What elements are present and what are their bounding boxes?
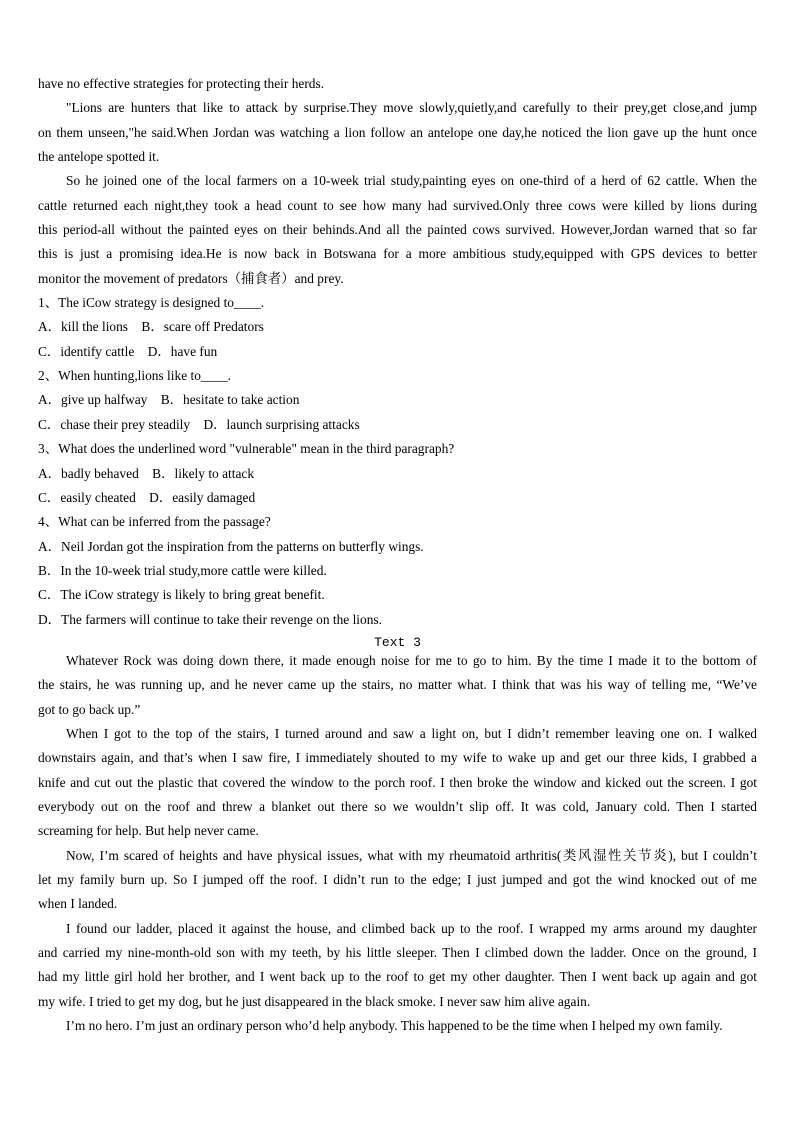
text-line: screaming for help. But help never came.	[38, 823, 259, 839]
text-line: When I got to the top of the stairs, I turned around and saw a light on, but I didn’t remember leaving one on. I walked	[66, 725, 757, 741]
answer-options: A．Neil Jordan got the inspiration from the patterns on butterfly wings.	[38, 538, 424, 554]
document-page	[38, 74, 757, 1040]
question-stem: 2、When hunting,lions like to____.	[38, 368, 232, 384]
text-line: I found our ladder, placed it against the house, and climbed back up to the roof. I wrapped my arms around my daughter	[66, 920, 757, 936]
answer-options: A．kill the lions B．scare off Predators	[38, 319, 264, 335]
text-line: the antelope spotted it.	[38, 149, 160, 165]
text-line: this period-all without the painted eyes on their behinds.And all the painted cows survived. However,Jordan warned that so far	[38, 222, 757, 238]
text-line: So he joined one of the local farmers on a 10-week trial study,painting eyes on one-third of a herd of 62 cattle. When the	[66, 173, 757, 189]
question	[38, 293, 757, 366]
answer-options: C．The iCow strategy is likely to bring great benefit.	[38, 587, 325, 603]
paragraph	[38, 171, 757, 293]
text-line: downstairs again, and that’s when I saw fire, I immediately shouted to my wife to wake up and get our three kids, I grabbed a	[38, 750, 757, 766]
passage-text3	[38, 651, 757, 1041]
paragraph	[38, 846, 757, 919]
text-line: Now, I’m scared of heights and have physical issues, what with my rheumatoid arthritis(类风湿性关节炎), but I couldn’t	[66, 847, 757, 863]
question-stem: 4、What can be inferred from the passage?	[38, 514, 271, 530]
question	[38, 366, 757, 439]
answer-options: D．The farmers will continue to take their revenge on the lions.	[38, 611, 382, 627]
question	[38, 512, 757, 634]
question-stem: 1、The iCow strategy is designed to____.	[38, 295, 265, 311]
section-title: Text 3	[374, 634, 421, 650]
passage-top	[38, 74, 757, 293]
paragraph	[38, 74, 757, 98]
paragraph	[38, 724, 757, 846]
paragraph	[38, 651, 757, 724]
answer-options: C．easily cheated D．easily damaged	[38, 489, 256, 505]
paragraph	[38, 919, 757, 1016]
text-line: let my family burn up. So I jumped off the roof. I didn’t run to the edge; I just jumped and got the wind knocked out of me	[38, 872, 757, 887]
paragraph	[38, 1016, 757, 1040]
answer-options: C．chase their prey steadily D．launch surprising attacks	[38, 416, 360, 432]
text-line: had my little girl hold her brother, and I went back up to the roof to get my other daughter. Then I went back up again and got	[38, 969, 757, 985]
text-line: knife and cut out the plastic that covered the window to the porch roof. I then broke the window and kicked out the screen. I got	[38, 774, 757, 790]
text-line: have no effective strategies for protecting their herds.	[38, 76, 325, 91]
text-line: this is just a promising idea.He is now back in Botswana for a more ambitious study,equipped with GPS devices to better	[38, 246, 757, 262]
answer-options: A．give up halfway B．hesitate to take action	[38, 392, 300, 408]
question	[38, 439, 757, 512]
text-line: monitor the movement of predators（捕食者）and prey.	[38, 270, 344, 286]
answer-options: C．identify cattle D．have fun	[38, 343, 218, 359]
text-line: when I landed.	[38, 896, 118, 912]
text-line: on them unseen,"he said.When Jordan was watching a lion follow an antelope one day,he noticed the lion gave up the hunt once	[38, 124, 757, 140]
text-line: the stairs, he was running up, and he never came up the stairs, no matter what. I think that was his way of telling me, “We’ve	[38, 677, 757, 693]
text-line: "Lions are hunters that like to attack by surprise.They move slowly,quietly,and carefully to their prey,get close,and jump	[66, 100, 757, 116]
answer-options: B．In the 10-week trial study,more cattle were killed.	[38, 562, 327, 578]
text-line: I’m no hero. I’m just an ordinary person who’d help anybody. This happened to be the time when I helped my own family.	[66, 1018, 723, 1034]
text-line: Whatever Rock was doing down there, it made enough noise for me to go to him. By the time I made it to the bottom of	[66, 652, 757, 668]
text-line: my wife. I tried to get my dog, but he just disappeared in the black smoke. I never saw him alive again.	[38, 993, 591, 1009]
answer-options: A．badly behaved B．likely to attack	[38, 465, 255, 481]
question-stem: 3、What does the underlined word "vulnerable" mean in the third paragraph?	[38, 441, 455, 457]
text-line: got to go back up.”	[38, 701, 141, 717]
text-line: and carried my nine-month-old son with my teeth, by his little sleeper. Then I climbed down the ladder. Once on the ground, I	[38, 945, 757, 961]
paragraph	[38, 98, 757, 171]
text-line: cattle returned each night,they took a head count to see how many had survived.Only three cows were killed by lions during	[38, 197, 757, 213]
text-line: everybody out on the roof and threw a blanket out there so we wouldn’t slip off. It was cold, January cold. Then I started	[38, 798, 757, 814]
questions	[38, 293, 757, 634]
